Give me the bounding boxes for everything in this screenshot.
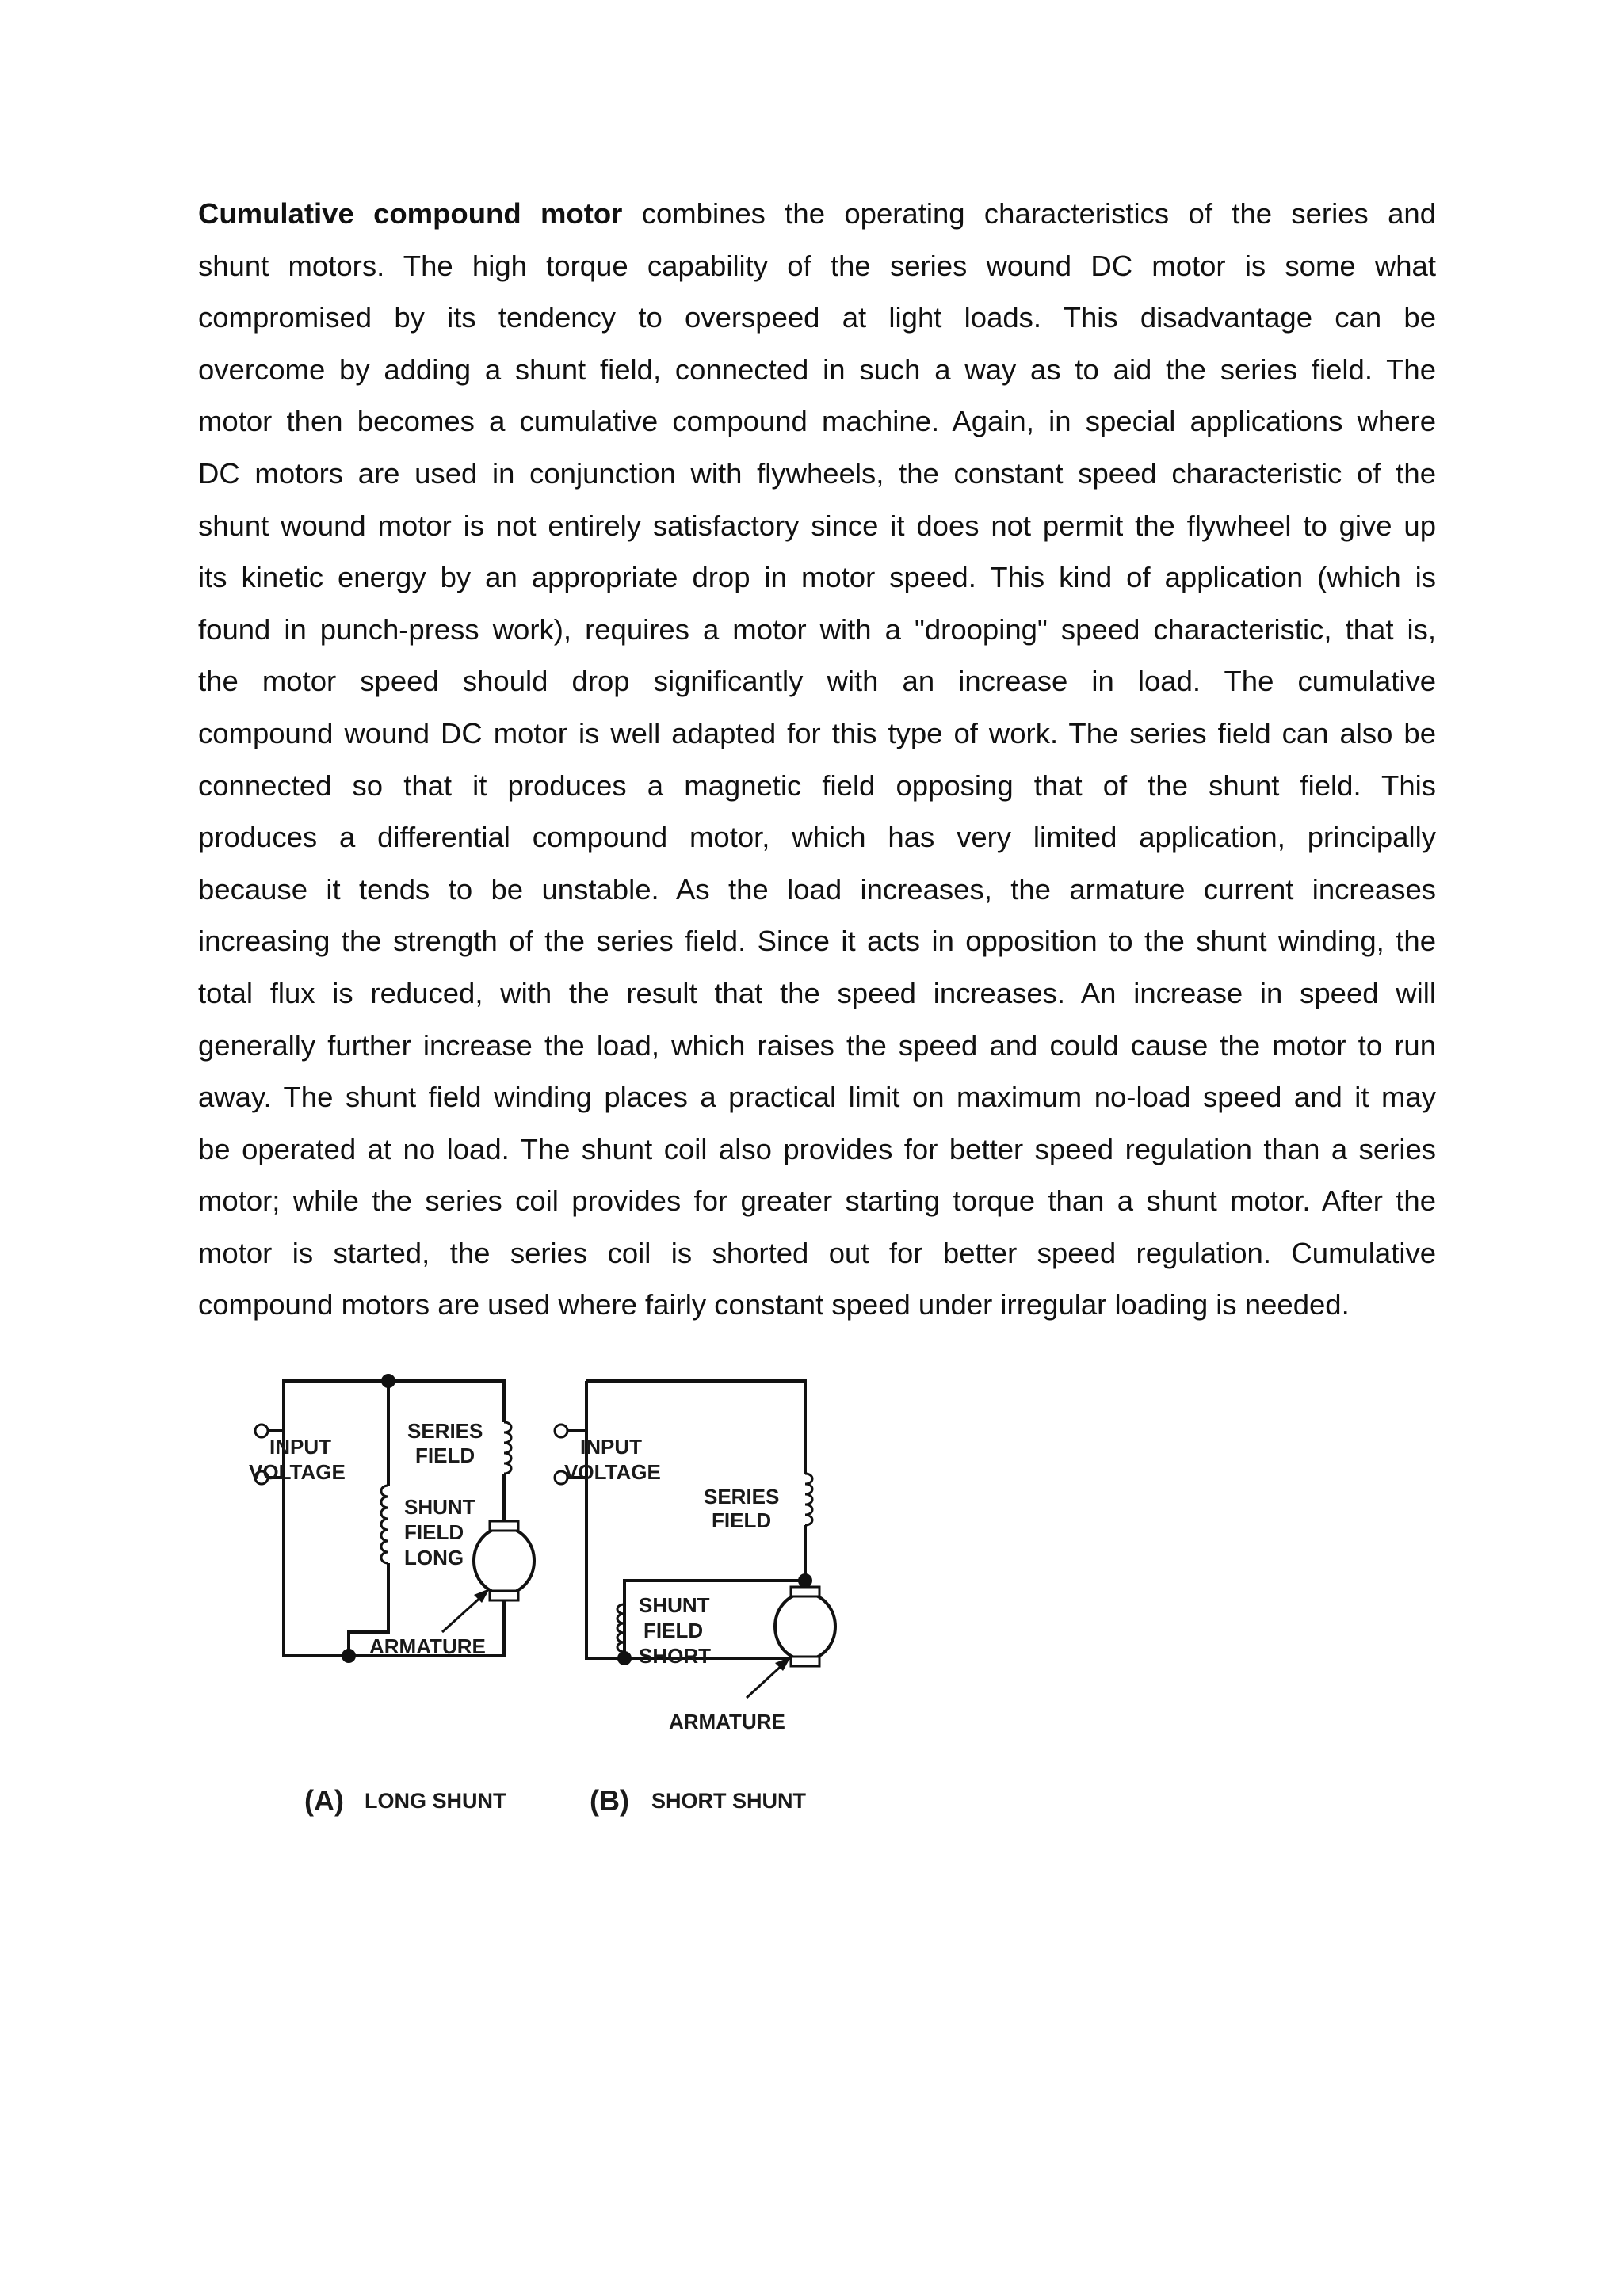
junction-dot [381, 1374, 395, 1388]
paragraph-line: motor; while the series coil provides for greater starting torque than a shunt motor. After the [198, 1184, 1436, 1218]
figure-caption: SHORT SHUNT [651, 1789, 806, 1813]
paragraph-line: motor is started, the series coil is shorted out for better speed regulation. Cumulative [198, 1236, 1436, 1269]
armature-label: ARMATURE [669, 1710, 785, 1733]
junction-dot [798, 1573, 812, 1588]
paragraph-line: shunt wound motor is not entirely satisfactory since it does not permit the flywheel to give up [198, 509, 1436, 542]
long-shunt-circuit [249, 1374, 534, 1817]
shunt-field-coil-icon [381, 1486, 388, 1563]
compound-motor-diagram [238, 1359, 856, 1834]
junction-dot [617, 1651, 632, 1665]
paragraph-line: compound motors are used where fairly constant speed under irregular loading is needed. [198, 1288, 1350, 1322]
input-terminal-icon [555, 1425, 567, 1437]
input-voltage-label: INPUT [269, 1435, 331, 1459]
paragraph-line: Cumulative compound motor combines the operating characteristics of the series and [198, 197, 1436, 230]
shunt-field-label: FIELD [643, 1619, 704, 1642]
paragraph-line: total flux is reduced, with the result that the speed increases. An increase in speed will [198, 976, 1436, 1009]
body-paragraph [198, 188, 1436, 1331]
input-voltage-label: VOLTAGE [249, 1460, 346, 1484]
paragraph-line: shunt motors. The high torque capability of the series wound DC motor is some what [198, 249, 1436, 282]
junction-dot [342, 1649, 356, 1663]
paragraph-line: DC motors are used in conjunction with flywheels, the constant speed characteristic of the [198, 456, 1436, 490]
paragraph-line: because it tends to be unstable. As the load increases, the armature current increases [198, 872, 1436, 906]
paragraph-line: the motor speed should drop significantly with an increase in load. The cumulative [198, 665, 1436, 698]
figure-letter: (A) [304, 1784, 344, 1817]
circuit-figure [238, 1359, 856, 1834]
input-voltage-label: INPUT [580, 1435, 642, 1459]
paragraph-line: produces a differential compound motor, which has very limited application, principally [198, 821, 1436, 854]
short-shunt-circuit [555, 1381, 835, 1817]
paragraph-line: compromised by its tendency to overspeed at light loads. This disadvantage can be [198, 301, 1436, 334]
figure-letter: (B) [590, 1784, 629, 1817]
paragraph-line: compound wound DC motor is well adapted for this type of work. The series field can also be [198, 716, 1436, 749]
paragraph-line: generally further increase the load, which raises the speed and could cause the motor to run [198, 1028, 1436, 1062]
shunt-field-label: SHORT [639, 1644, 711, 1668]
series-field-coil-icon [504, 1422, 511, 1474]
input-terminal-icon [255, 1425, 268, 1437]
paragraph-line: increasing the strength of the series field. Since it acts in opposition to the shunt winding, the [198, 925, 1436, 958]
paragraph-line: away. The shunt field winding places a practical limit on maximum no-load speed and it may [198, 1081, 1436, 1114]
shunt-field-label: SHUNT [404, 1495, 475, 1519]
shunt-field-label: LONG [404, 1546, 464, 1569]
armature-pointer [442, 1595, 483, 1632]
input-voltage-label: VOLTAGE [564, 1460, 661, 1484]
series-field-label: FIELD [712, 1508, 772, 1532]
series-field-label: SERIES [704, 1485, 780, 1508]
series-field-coil-icon [805, 1474, 812, 1525]
armature-motor-icon [775, 1587, 835, 1666]
paragraph-line: motor then becomes a cumulative compound machine. Again, in special applications where [198, 405, 1436, 438]
paragraph-line: connected so that it produces a magnetic field opposing that of the shunt field. This [198, 769, 1436, 802]
armature-pointer [747, 1663, 785, 1698]
series-field-label: SERIES [407, 1419, 483, 1443]
series-field-label: FIELD [415, 1444, 475, 1467]
paragraph-line: be operated at no load. The shunt coil also provides for better speed regulation than a series [198, 1132, 1436, 1165]
paragraph-lead-term: Cumulative compound motor [198, 197, 623, 230]
shunt-field-label: SHUNT [639, 1593, 710, 1617]
armature-motor-icon [474, 1521, 534, 1600]
figure-caption: LONG SHUNT [365, 1789, 506, 1813]
armature-label: ARMATURE [369, 1634, 486, 1658]
paragraph-line: found in punch-press work), requires a motor with a "drooping" speed characteristic, that is, [198, 612, 1436, 646]
shunt-field-label: FIELD [404, 1520, 464, 1544]
paragraph-line: overcome by adding a shunt field, connected in such a way as to aid the series field. The [198, 353, 1436, 386]
paragraph-line: its kinetic energy by an appropriate drop in motor speed. This kind of application (which is [198, 561, 1436, 594]
